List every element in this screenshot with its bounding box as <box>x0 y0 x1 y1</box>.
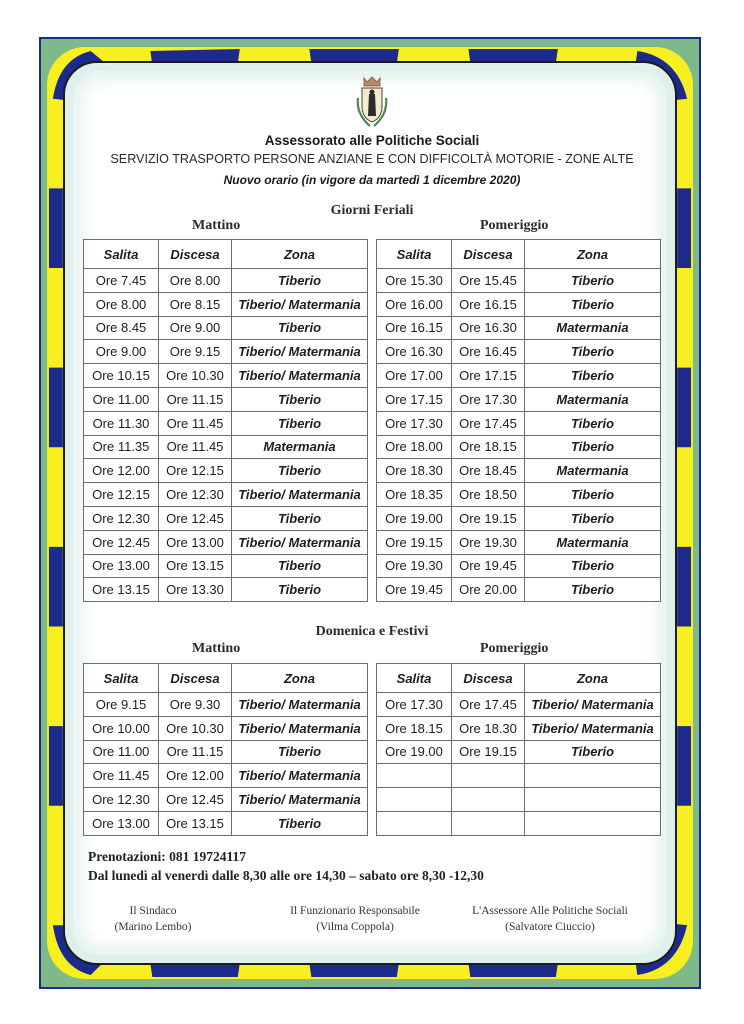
table-row <box>377 530 661 554</box>
cell-zona: Matermania <box>525 316 661 340</box>
cell-zona: Tiberio/ Matermania <box>232 483 368 507</box>
cell-salita: Ore 11.00 <box>84 387 159 411</box>
cell-salita <box>377 764 452 788</box>
table-row <box>377 292 661 316</box>
cell-zona: Tiberio/ Matermania <box>525 693 661 717</box>
cell-discesa: Ore 13.00 <box>159 530 232 554</box>
cell-discesa: Ore 9.30 <box>159 693 232 717</box>
cell-discesa: Ore 13.15 <box>159 554 232 578</box>
cell-zona: Tiberio/ Matermania <box>525 716 661 740</box>
holidays-afternoon-table <box>376 663 661 836</box>
cell-salita: Ore 19.00 <box>377 506 452 530</box>
cell-salita: Ore 11.00 <box>84 740 159 764</box>
signature-name: (Salvatore Ciuccio) <box>505 921 595 933</box>
table-row <box>84 459 368 483</box>
column-header-discesa: Discesa <box>159 664 232 693</box>
signature-name: (Vilma Coppola) <box>316 921 394 933</box>
cell-salita: Ore 12.30 <box>84 506 159 530</box>
cell-zona: Matermania <box>232 435 368 459</box>
cell-discesa: Ore 16.45 <box>452 340 525 364</box>
table-row <box>84 340 368 364</box>
service-title: SERVIZIO TRASPORTO PERSONE ANZIANE E CON DIFFICOLTÀ MOTORIE - ZONE ALTE <box>110 152 634 166</box>
office-title: Assessorato alle Politiche Sociali <box>264 133 480 148</box>
cell-zona: Tiberio <box>232 459 368 483</box>
cell-discesa: Ore 11.15 <box>159 387 232 411</box>
section-title-holidays: Domenica e Festivi <box>315 624 429 639</box>
cell-salita: Ore 19.00 <box>377 740 452 764</box>
cell-discesa: Ore 10.30 <box>159 364 232 388</box>
cell-discesa: Ore 18.45 <box>452 459 525 483</box>
cell-discesa: Ore 13.30 <box>159 578 232 602</box>
column-header-discesa: Discesa <box>452 240 525 269</box>
table-row <box>377 554 661 578</box>
cell-discesa: Ore 16.30 <box>452 316 525 340</box>
cell-discesa: Ore 12.30 <box>159 483 232 507</box>
cell-zona: Tiberio <box>232 387 368 411</box>
cell-salita: Ore 12.45 <box>84 530 159 554</box>
table-row <box>84 435 368 459</box>
cell-discesa: Ore 9.15 <box>159 340 232 364</box>
subtitle-weekdays-afternoon: Pomeriggio <box>480 218 549 233</box>
cell-zona: Tiberio <box>232 269 368 293</box>
column-header-salita: Salita <box>377 664 452 693</box>
table-header-row <box>84 664 368 693</box>
cell-salita: Ore 11.45 <box>84 764 159 788</box>
table-row <box>84 554 368 578</box>
cell-salita: Ore 17.15 <box>377 387 452 411</box>
table-row <box>84 316 368 340</box>
cell-discesa: Ore 11.45 <box>159 435 232 459</box>
column-header-salita: Salita <box>84 664 159 693</box>
table-row <box>377 506 661 530</box>
cell-zona: Matermania <box>525 530 661 554</box>
cell-discesa: Ore 17.30 <box>452 387 525 411</box>
cell-zona: Tiberio <box>525 506 661 530</box>
cell-salita: Ore 18.00 <box>377 435 452 459</box>
cell-salita: Ore 12.15 <box>84 483 159 507</box>
table-row <box>377 788 661 812</box>
cell-salita: Ore 11.30 <box>84 411 159 435</box>
cell-zona: Tiberio <box>232 316 368 340</box>
cell-salita: Ore 18.30 <box>377 459 452 483</box>
cell-discesa: Ore 10.30 <box>159 716 232 740</box>
cell-salita: Ore 9.15 <box>84 693 159 717</box>
column-header-discesa: Discesa <box>159 240 232 269</box>
cell-discesa: Ore 19.15 <box>452 740 525 764</box>
cell-salita: Ore 13.00 <box>84 554 159 578</box>
cell-salita: Ore 16.00 <box>377 292 452 316</box>
table-row <box>377 387 661 411</box>
cell-salita: Ore 11.35 <box>84 435 159 459</box>
table-row <box>377 340 661 364</box>
cell-discesa: Ore 15.45 <box>452 269 525 293</box>
table-row <box>377 364 661 388</box>
cell-zona: Tiberio/ Matermania <box>232 764 368 788</box>
table-row <box>377 411 661 435</box>
cell-discesa: Ore 17.15 <box>452 364 525 388</box>
table-row <box>377 483 661 507</box>
cell-zona: Tiberio <box>232 740 368 764</box>
cell-discesa: Ore 12.15 <box>159 459 232 483</box>
cell-zona: Matermania <box>525 459 661 483</box>
column-header-salita: Salita <box>377 240 452 269</box>
cell-salita: Ore 19.15 <box>377 530 452 554</box>
cell-zona: Tiberio <box>232 506 368 530</box>
cell-salita: Ore 9.00 <box>84 340 159 364</box>
booking-hours: Dal lunedì al venerdì dalle 8,30 alle ore 14,30 – sabato ore 8,30 -12,30 <box>88 868 484 883</box>
cell-discesa <box>452 811 525 835</box>
table-row <box>84 269 368 293</box>
cell-zona: Tiberio/ Matermania <box>232 340 368 364</box>
signature-role: L'Assessore Alle Politiche Sociali <box>472 905 628 917</box>
cell-salita: Ore 12.00 <box>84 459 159 483</box>
cell-discesa: Ore 16.15 <box>452 292 525 316</box>
cell-discesa: Ore 11.15 <box>159 740 232 764</box>
column-header-salita: Salita <box>84 240 159 269</box>
table-row <box>84 693 368 717</box>
cell-discesa <box>452 788 525 812</box>
cell-zona: Tiberio <box>525 269 661 293</box>
table-row <box>377 764 661 788</box>
table-row <box>84 578 368 602</box>
cell-zona: Tiberio <box>525 435 661 459</box>
signature-mayor <box>88 903 218 935</box>
booking-phone: Prenotazioni: 081 19724117 <box>88 849 246 864</box>
coat-of-arms-icon <box>353 76 391 128</box>
signature-councillor <box>455 903 645 935</box>
table-row <box>84 811 368 835</box>
cell-discesa: Ore 13.15 <box>159 811 232 835</box>
cell-zona: Tiberio <box>232 578 368 602</box>
cell-salita: Ore 8.00 <box>84 292 159 316</box>
section-title-weekdays: Giorni Feriali <box>330 203 414 218</box>
cell-salita <box>377 811 452 835</box>
table-row <box>84 530 368 554</box>
cell-zona: Tiberio/ Matermania <box>232 364 368 388</box>
weekdays-afternoon-table <box>376 239 661 602</box>
table-row <box>84 411 368 435</box>
column-header-zona: Zona <box>232 664 368 693</box>
table-row <box>377 716 661 740</box>
cell-discesa: Ore 12.00 <box>159 764 232 788</box>
cell-discesa: Ore 17.45 <box>452 693 525 717</box>
cell-discesa: Ore 17.45 <box>452 411 525 435</box>
signature-official <box>270 903 440 935</box>
cell-salita: Ore 17.30 <box>377 693 452 717</box>
cell-salita: Ore 12.30 <box>84 788 159 812</box>
cell-discesa: Ore 18.30 <box>452 716 525 740</box>
cell-zona: Tiberio <box>232 411 368 435</box>
cell-discesa: Ore 12.45 <box>159 506 232 530</box>
table-row <box>377 740 661 764</box>
cell-discesa: Ore 8.00 <box>159 269 232 293</box>
weekdays-morning-table <box>83 239 368 602</box>
column-header-zona: Zona <box>232 240 368 269</box>
table-row <box>84 483 368 507</box>
table-row <box>84 364 368 388</box>
cell-zona: Matermania <box>525 387 661 411</box>
table-row <box>377 269 661 293</box>
cell-discesa: Ore 18.15 <box>452 435 525 459</box>
cell-salita: Ore 19.30 <box>377 554 452 578</box>
cell-zona: Tiberio <box>232 554 368 578</box>
table-header-row <box>84 240 368 269</box>
cell-salita: Ore 16.30 <box>377 340 452 364</box>
signature-role: Il Funzionario Responsabile <box>290 905 420 917</box>
cell-salita: Ore 7.45 <box>84 269 159 293</box>
cell-zona: Tiberio <box>525 554 661 578</box>
table-row <box>84 387 368 411</box>
cell-salita: Ore 13.00 <box>84 811 159 835</box>
cell-zona: Tiberio <box>525 483 661 507</box>
cell-discesa: Ore 19.45 <box>452 554 525 578</box>
table-row <box>377 578 661 602</box>
table-row <box>84 292 368 316</box>
cell-salita: Ore 16.15 <box>377 316 452 340</box>
cell-discesa: Ore 11.45 <box>159 411 232 435</box>
table-row <box>377 316 661 340</box>
cell-zona: Tiberio/ Matermania <box>232 530 368 554</box>
table-row <box>84 506 368 530</box>
cell-discesa <box>452 764 525 788</box>
cell-discesa: Ore 19.30 <box>452 530 525 554</box>
table-row <box>84 716 368 740</box>
cell-zona: Tiberio/ Matermania <box>232 292 368 316</box>
effective-date-notice: Nuovo orario (in vigore da martedì 1 dicembre 2020) <box>223 173 521 187</box>
table-row <box>84 740 368 764</box>
cell-zona: Tiberio <box>525 411 661 435</box>
cell-salita: Ore 10.00 <box>84 716 159 740</box>
cell-discesa: Ore 8.15 <box>159 292 232 316</box>
cell-zona <box>525 788 661 812</box>
table-row <box>84 788 368 812</box>
table-row <box>377 693 661 717</box>
cell-discesa: Ore 19.15 <box>452 506 525 530</box>
table-row <box>84 764 368 788</box>
table-header-row <box>377 664 661 693</box>
table-row <box>377 435 661 459</box>
cell-zona: Tiberio <box>525 292 661 316</box>
cell-salita <box>377 788 452 812</box>
table-row <box>377 811 661 835</box>
cell-discesa: Ore 20.00 <box>452 578 525 602</box>
cell-salita: Ore 15.30 <box>377 269 452 293</box>
cell-discesa: Ore 18.50 <box>452 483 525 507</box>
cell-salita: Ore 13.15 <box>84 578 159 602</box>
cell-salita: Ore 17.00 <box>377 364 452 388</box>
cell-discesa: Ore 9.00 <box>159 316 232 340</box>
cell-salita: Ore 18.35 <box>377 483 452 507</box>
holidays-morning-table <box>83 663 368 836</box>
cell-salita: Ore 19.45 <box>377 578 452 602</box>
cell-salita: Ore 17.30 <box>377 411 452 435</box>
cell-zona: Tiberio <box>232 811 368 835</box>
cell-salita: Ore 18.15 <box>377 716 452 740</box>
column-header-discesa: Discesa <box>452 664 525 693</box>
cell-zona <box>525 764 661 788</box>
cell-salita: Ore 8.45 <box>84 316 159 340</box>
table-row <box>377 459 661 483</box>
cell-zona: Tiberio/ Matermania <box>232 716 368 740</box>
subtitle-weekdays-morning: Mattino <box>192 218 241 233</box>
cell-zona: Tiberio <box>525 340 661 364</box>
cell-zona: Tiberio/ Matermania <box>232 788 368 812</box>
cell-zona: Tiberio <box>525 740 661 764</box>
column-header-zona: Zona <box>525 664 661 693</box>
table-header-row <box>377 240 661 269</box>
subtitle-holidays-afternoon: Pomeriggio <box>480 641 549 656</box>
cell-zona: Tiberio <box>525 578 661 602</box>
column-header-zona: Zona <box>525 240 661 269</box>
subtitle-holidays-morning: Mattino <box>192 641 241 656</box>
signature-name: (Marino Lembo) <box>114 921 192 933</box>
cell-salita: Ore 10.15 <box>84 364 159 388</box>
cell-zona: Tiberio/ Matermania <box>232 693 368 717</box>
signature-role: Il Sindaco <box>129 905 177 917</box>
cell-zona: Tiberio <box>525 364 661 388</box>
cell-discesa: Ore 12.45 <box>159 788 232 812</box>
cell-zona <box>525 811 661 835</box>
